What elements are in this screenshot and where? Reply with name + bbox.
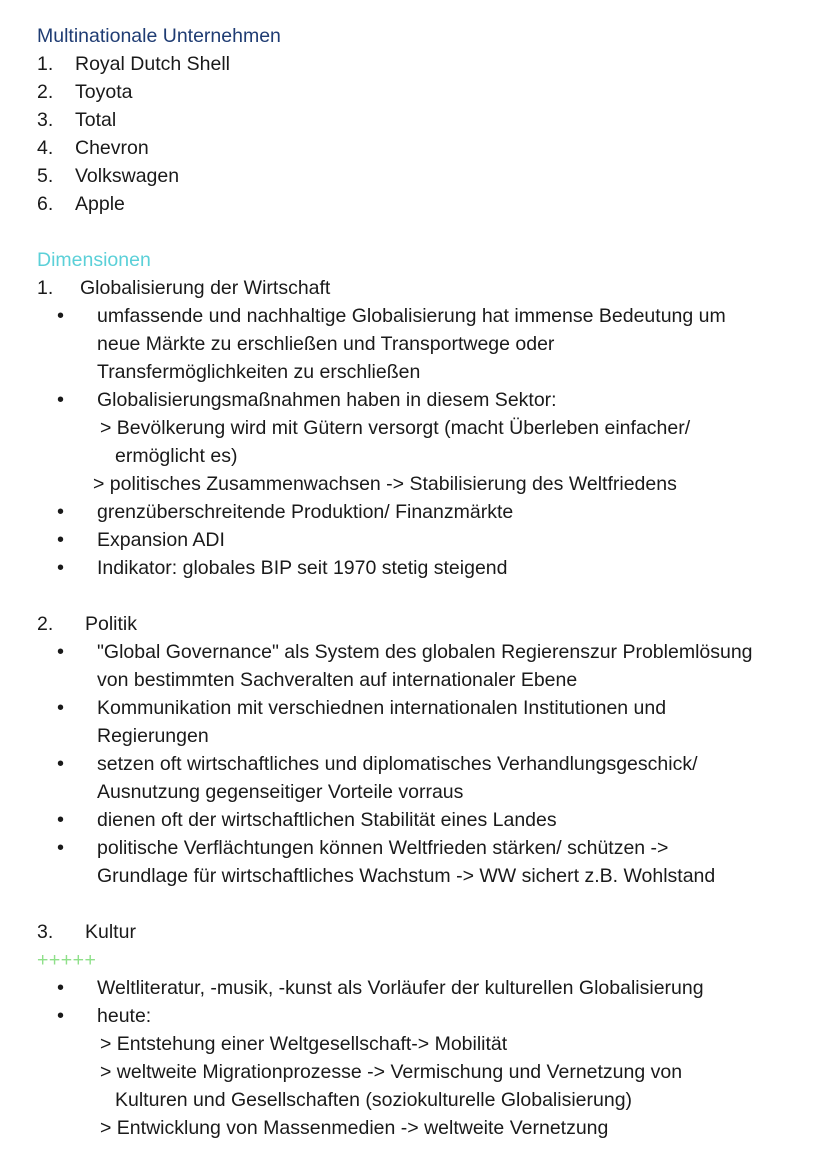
sub-item: > Entwicklung von Massenmedien -> weltweite Vernetzung xyxy=(100,1117,609,1139)
list-item: Toyota xyxy=(75,81,133,103)
bullet-icon: • xyxy=(57,557,65,579)
list-number: 2. xyxy=(37,81,54,103)
bullet-text: grenzüberschreitende Produktion/ Finanzmärkte xyxy=(97,501,514,523)
bullet-text: Globalisierungsmaßnahmen haben in diesem Sektor: xyxy=(97,389,557,411)
section-title-dimensions: Dimensionen xyxy=(37,249,151,271)
bullet-text: setzen oft wirtschaftliches und diplomatisches Verhandlungsgeschick/ xyxy=(97,753,698,775)
bullet-text: Kommunikation mit verschiednen internationalen Institutionen und xyxy=(97,697,667,719)
list-item: Volkswagen xyxy=(75,165,180,187)
bullet-text: neue Märkte zu erschließen und Transportwege oder xyxy=(97,333,555,355)
bullet-icon: • xyxy=(57,641,65,663)
list-item: Chevron xyxy=(75,137,149,159)
dimension-title-politics: Politik xyxy=(85,613,138,635)
bullet-text: heute: xyxy=(97,1005,152,1027)
dimension-title-economy: Globalisierung der Wirtschaft xyxy=(80,277,331,299)
bullet-text: Grundlage für wirtschaftliches Wachstum -> WW sichert z.B. Wohlstand xyxy=(97,865,716,887)
list-number: 4. xyxy=(37,137,54,159)
list-item: Total xyxy=(75,109,117,131)
bullet-icon: • xyxy=(57,697,65,719)
bullet-text: Weltliteratur, -musik, -kunst als Vorläufer der kulturellen Globalisierung xyxy=(97,977,704,999)
list-number: 5. xyxy=(37,165,54,187)
bullet-text: Indikator: globales BIP seit 1970 stetig steigend xyxy=(97,557,508,579)
bullet-text: dienen oft der wirtschaftlichen Stabilität eines Landes xyxy=(97,809,557,831)
bullet-icon: • xyxy=(57,1005,65,1027)
bullet-icon: • xyxy=(57,389,65,411)
bullet-icon: • xyxy=(57,305,65,327)
bullet-text: politische Verflächtungen können Weltfrieden stärken/ schützen -> xyxy=(97,837,669,859)
list-number: 6. xyxy=(37,193,54,215)
sub-item: > weltweite Migrationprozesse -> Vermischung und Vernetzung von xyxy=(100,1061,683,1083)
sub-item: > Entstehung einer Weltgesellschaft-> Mobilität xyxy=(100,1033,508,1055)
plus-marker: +++++ xyxy=(37,949,97,971)
sub-item: Kulturen und Gesellschaften (soziokulturelle Globalisierung) xyxy=(115,1089,633,1111)
dimension-number: 3. xyxy=(37,921,54,943)
bullet-text: umfassende und nachhaltige Globalisierung hat immense Bedeutung um xyxy=(97,305,726,327)
bullet-text: "Global Governance" als System des globalen Regierenszur Problemlösung xyxy=(97,641,753,663)
bullet-text: Expansion ADI xyxy=(97,529,225,551)
bullet-text: Regierungen xyxy=(97,725,209,747)
dimension-title-culture: Kultur xyxy=(85,921,136,943)
bullet-icon: • xyxy=(57,501,65,523)
bullet-icon: • xyxy=(57,753,65,775)
dimension-number: 1. xyxy=(37,277,54,299)
dimension-number: 2. xyxy=(37,613,54,635)
sub-item: > politisches Zusammenwachsen -> Stabilisierung des Weltfriedens xyxy=(93,473,677,495)
list-number: 3. xyxy=(37,109,54,131)
bullet-icon: • xyxy=(57,529,65,551)
section-title-companies: Multinationale Unternehmen xyxy=(37,25,281,47)
bullet-icon: • xyxy=(57,809,65,831)
bullet-icon: • xyxy=(57,977,65,999)
sub-item: ermöglicht es) xyxy=(115,445,238,467)
bullet-text: Transfermöglichkeiten zu erschließen xyxy=(97,361,421,383)
list-item: Royal Dutch Shell xyxy=(75,53,230,75)
bullet-text: Ausnutzung gegenseitiger Vorteile vorraus xyxy=(97,781,464,803)
list-item: Apple xyxy=(75,193,125,215)
sub-item: > Bevölkerung wird mit Gütern versorgt (macht Überleben einfacher/ xyxy=(100,417,691,439)
bullet-icon: • xyxy=(57,837,65,859)
list-number: 1. xyxy=(37,53,54,75)
bullet-text: von bestimmten Sachveralten auf internationaler Ebene xyxy=(97,669,578,691)
